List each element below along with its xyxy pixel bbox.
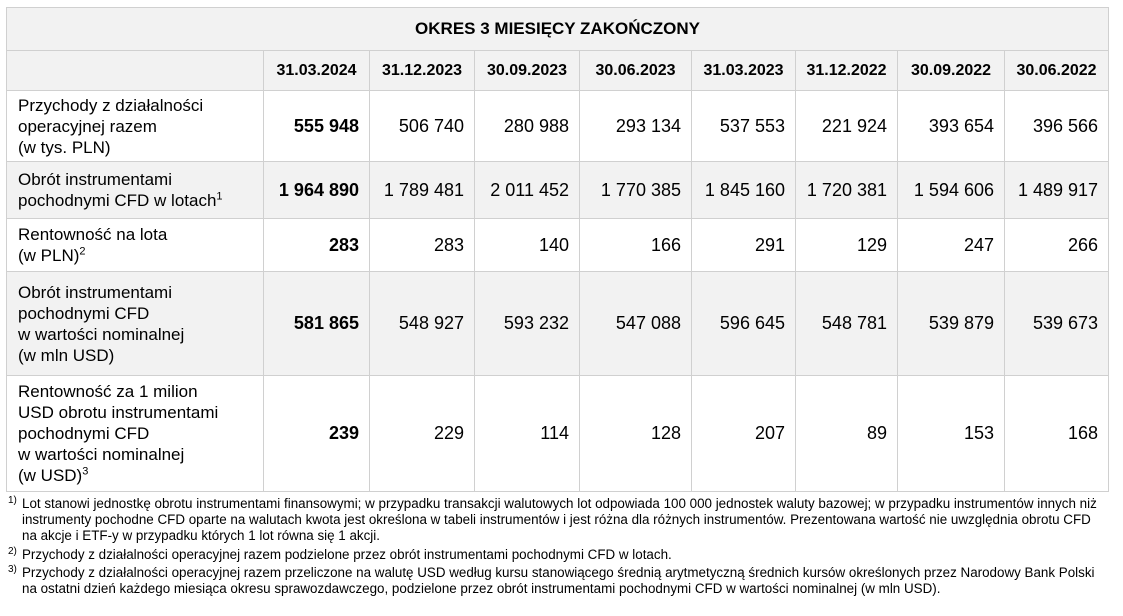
table-cell: 89 <box>796 376 898 492</box>
row-label-line: (w mln USD) <box>18 345 115 365</box>
table-cell: 168 <box>1005 376 1109 492</box>
column-header: 30.06.2022 <box>1005 51 1109 91</box>
table-cell: 291 <box>692 219 796 272</box>
table-cell: 581 865 <box>264 272 370 376</box>
table-cell: 596 645 <box>692 272 796 376</box>
table-cell: 393 654 <box>898 91 1005 162</box>
table-cell: 1 594 606 <box>898 162 1005 219</box>
column-header: 31.12.2023 <box>370 51 475 91</box>
row-label <box>7 162 264 219</box>
footnote-mark: 3) <box>8 563 17 575</box>
header-blank-cell <box>7 51 264 91</box>
table-cell: 1 964 890 <box>264 162 370 219</box>
row-label-line: (w tys. PLN) <box>18 137 111 157</box>
table-cell: 396 566 <box>1005 91 1109 162</box>
row-label-line: (w USD) <box>18 466 83 485</box>
table-cell: 555 948 <box>264 91 370 162</box>
table-cell: 140 <box>475 219 580 272</box>
row-label <box>7 219 264 272</box>
table-cell: 548 927 <box>370 272 475 376</box>
table-cell: 1 789 481 <box>370 162 475 219</box>
table-cell: 239 <box>264 376 370 492</box>
footnote-text: Lot stanowi jednostkę obrotu instrumentami finansowymi; w przypadku transakcji walutowych lot odpowiada 100 000 jednostek waluty bazowej; w przypadku instrumentów innych niż instrumenty pochodne CFD oparte na walutach kwota jest określona w tabeli instrumentów i jest różna dla różnych instrumentów. Prezentowana wartość nie uwzględnia obrotu CFD na akcje i ETF-y w przypadku których 1 lot równa się 1 akcji. <box>22 496 1097 544</box>
table-cell: 537 553 <box>692 91 796 162</box>
table-cell: 221 924 <box>796 91 898 162</box>
row-label-line: pochodnymi CFD <box>18 424 150 443</box>
table-cell: 2 011 452 <box>475 162 580 219</box>
table-title: OKRES 3 MIESIĘCY ZAKOŃCZONY <box>7 8 1109 51</box>
table-cell: 1 770 385 <box>580 162 692 219</box>
footnote-text: Przychody z działalności operacyjnej razem podzielone przez obrót instrumentami pochodnymi CFD w lotach. <box>22 546 672 562</box>
row-label-line: (w PLN) <box>18 246 80 265</box>
table-cell: 539 673 <box>1005 272 1109 376</box>
table-cell: 593 232 <box>475 272 580 376</box>
column-header: 30.09.2023 <box>475 51 580 91</box>
table-cell: 1 720 381 <box>796 162 898 219</box>
table-cell: 539 879 <box>898 272 1005 376</box>
financial-table <box>6 7 1109 492</box>
table-cell: 506 740 <box>370 91 475 162</box>
row-label-line: USD obrotu instrumentami <box>18 403 219 422</box>
table-cell: 283 <box>264 219 370 272</box>
table-cell: 266 <box>1005 219 1109 272</box>
row-label-line: pochodnymi CFD w lotach <box>18 191 217 210</box>
header-row <box>7 51 1109 91</box>
row-label-line: Rentowność na lota <box>18 225 168 244</box>
table-cell: 1 845 160 <box>692 162 796 219</box>
row-label-line: Obrót instrumentami <box>18 170 172 189</box>
table-cell: 207 <box>692 376 796 492</box>
row-label-line: w wartości nominalnej <box>18 324 185 344</box>
table-cell: 280 988 <box>475 91 580 162</box>
footnote-text: Przychody z działalności operacyjnej razem przeliczone na walutę USD według kursu stanowiącego średnią arytmetyczną średnich kursów określonych przez Narodowy Bank Polski na ostatni dzień każdego miesiąca okresu sprawozdawczego, podzielone przez obrót instrumentami pochodnymi CFD w wartości nominalnej (w mln USD). <box>22 564 1095 597</box>
column-header: 31.03.2024 <box>264 51 370 91</box>
footnote-mark: 2) <box>8 545 17 557</box>
row-label-line: w wartości nominalnej <box>18 445 185 464</box>
table-cell: 229 <box>370 376 475 492</box>
row-label-line: pochodnymi CFD <box>18 303 150 323</box>
row-label-line: Przychody z działalności <box>18 95 204 115</box>
table-row <box>7 91 1109 162</box>
table-cell: 247 <box>898 219 1005 272</box>
table-row <box>7 272 1109 376</box>
row-label <box>7 376 264 492</box>
table-cell: 293 134 <box>580 91 692 162</box>
table-row <box>7 162 1109 219</box>
table-cell: 114 <box>475 376 580 492</box>
table-cell: 1 489 917 <box>1005 162 1109 219</box>
table-cell: 548 781 <box>796 272 898 376</box>
footnote-ref: 2 <box>79 245 86 258</box>
table-cell: 283 <box>370 219 475 272</box>
footnote <box>8 565 1108 597</box>
row-label <box>7 91 264 162</box>
row-label-line: Rentowność za 1 milion <box>18 382 198 401</box>
column-header: 31.12.2022 <box>796 51 898 91</box>
column-header: 30.09.2022 <box>898 51 1005 91</box>
table-cell: 547 088 <box>580 272 692 376</box>
table-cell: 166 <box>580 219 692 272</box>
footnote <box>8 496 1108 545</box>
table-cell: 129 <box>796 219 898 272</box>
footnote-ref: 1 <box>216 190 223 203</box>
footnote-ref: 3 <box>82 465 89 478</box>
column-header: 30.06.2023 <box>580 51 692 91</box>
table-cell: 128 <box>580 376 692 492</box>
footnote <box>8 547 1108 563</box>
row-label-line: Obrót instrumentami <box>18 282 172 302</box>
row-label <box>7 272 264 376</box>
column-header: 31.03.2023 <box>692 51 796 91</box>
table-row <box>7 376 1109 492</box>
row-label-line: operacyjnej razem <box>18 116 157 136</box>
footnote-mark: 1) <box>8 495 17 506</box>
table-cell: 153 <box>898 376 1005 492</box>
table-row <box>7 219 1109 272</box>
footnotes <box>8 496 1108 599</box>
